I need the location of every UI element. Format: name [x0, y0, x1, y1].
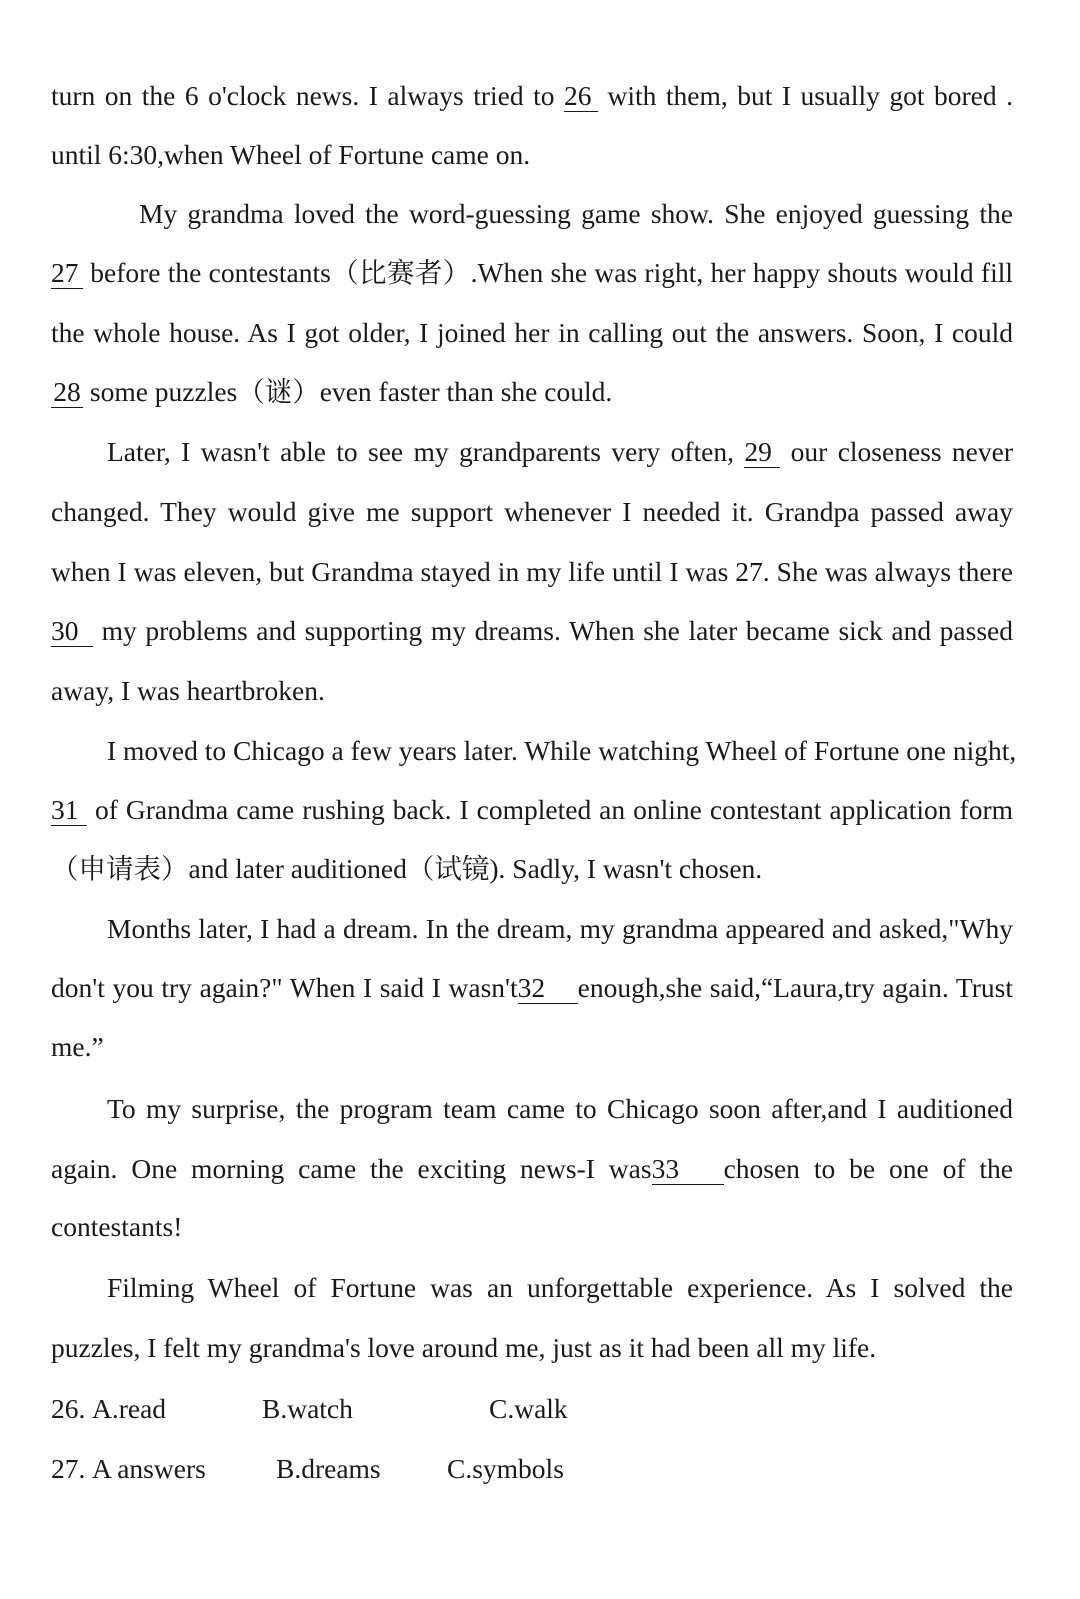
- passage-line: me.”: [51, 1031, 104, 1062]
- passage-line: turn on the 6 o'clock news. I always tried to 26 with them, but I usually got bored .: [51, 80, 1013, 111]
- blank-33: 33: [652, 1154, 724, 1185]
- passage-line: 28 some puzzles（谜）even faster than she could.: [51, 372, 1013, 412]
- passage-line: 30 my problems and supporting my dreams. When she later became sick and passed: [51, 615, 1013, 646]
- blank-30: 30: [51, 616, 93, 647]
- blank-28: 28: [51, 377, 83, 408]
- blank-32: 32: [518, 973, 578, 1004]
- passage-line: again. One morning came the exciting news-I was33 chosen to be one of the: [51, 1153, 1014, 1184]
- option-b: B.watch: [262, 1393, 353, 1424]
- passage-line: Filming Wheel of Fortune was an unforgettable experience. As I solved the: [107, 1272, 1013, 1303]
- passage-line: don't you try again?" When I said I wasn't32 enough,she said,“Laura,try again. Trust: [51, 972, 1013, 1003]
- passage-line: until 6:30,when Wheel of Fortune came on.: [51, 139, 531, 170]
- blank-29: 29: [744, 437, 780, 468]
- question-26: [51, 1389, 751, 1429]
- option-c: C.symbols: [447, 1453, 564, 1484]
- question-number: 27.: [51, 1453, 86, 1484]
- passage-line: Months later, I had a dream. In the dream, my grandma appeared and asked,"Why: [107, 913, 1013, 944]
- passage-line: when I was eleven, but Grandma stayed in my life until I was 27. She was always there: [51, 556, 1013, 587]
- option-a: A answers: [92, 1453, 206, 1484]
- passage-line: My grandma loved the word-guessing game show. She enjoyed guessing the: [139, 198, 1013, 229]
- blank-31: 31: [51, 795, 87, 826]
- blank-27: 27: [51, 258, 83, 289]
- passage-line: changed. They would give me support whenever I needed it. Grandpa passed away: [51, 496, 1013, 527]
- blank-26: 26: [564, 81, 598, 112]
- passage-line: away, I was heartbroken.: [51, 675, 325, 706]
- passage-line: （申请表）and later auditioned（试镜). Sadly, I wasn't chosen.: [51, 853, 763, 884]
- passage-line: 27 before the contestants（比赛者）.When she was right, her happy shouts would fill: [51, 257, 1013, 288]
- question-number: 26.: [51, 1393, 86, 1424]
- passage-line: Later, I wasn't able to see my grandparents very often, 29 our closeness never: [107, 436, 1013, 467]
- passage-line: the whole house. As I got older, I joined her in calling out the answers. Soon, I could: [51, 317, 1013, 348]
- passage-line: I moved to Chicago a few years later. While watching Wheel of Fortune one night,: [107, 735, 1017, 766]
- passage-line: 31 of Grandma came rushing back. I completed an online contestant application form: [51, 794, 1013, 825]
- option-b: B.dreams: [276, 1453, 381, 1484]
- passage-line: To my surprise, the program team came to Chicago soon after,and I auditioned: [107, 1093, 1013, 1124]
- option-a: A.read: [92, 1393, 167, 1424]
- question-27: [51, 1449, 751, 1489]
- option-c: C.walk: [489, 1393, 568, 1424]
- passage-line: contestants!: [51, 1211, 183, 1242]
- passage-line: puzzles, I felt my grandma's love around me, just as it had been all my life.: [51, 1332, 877, 1363]
